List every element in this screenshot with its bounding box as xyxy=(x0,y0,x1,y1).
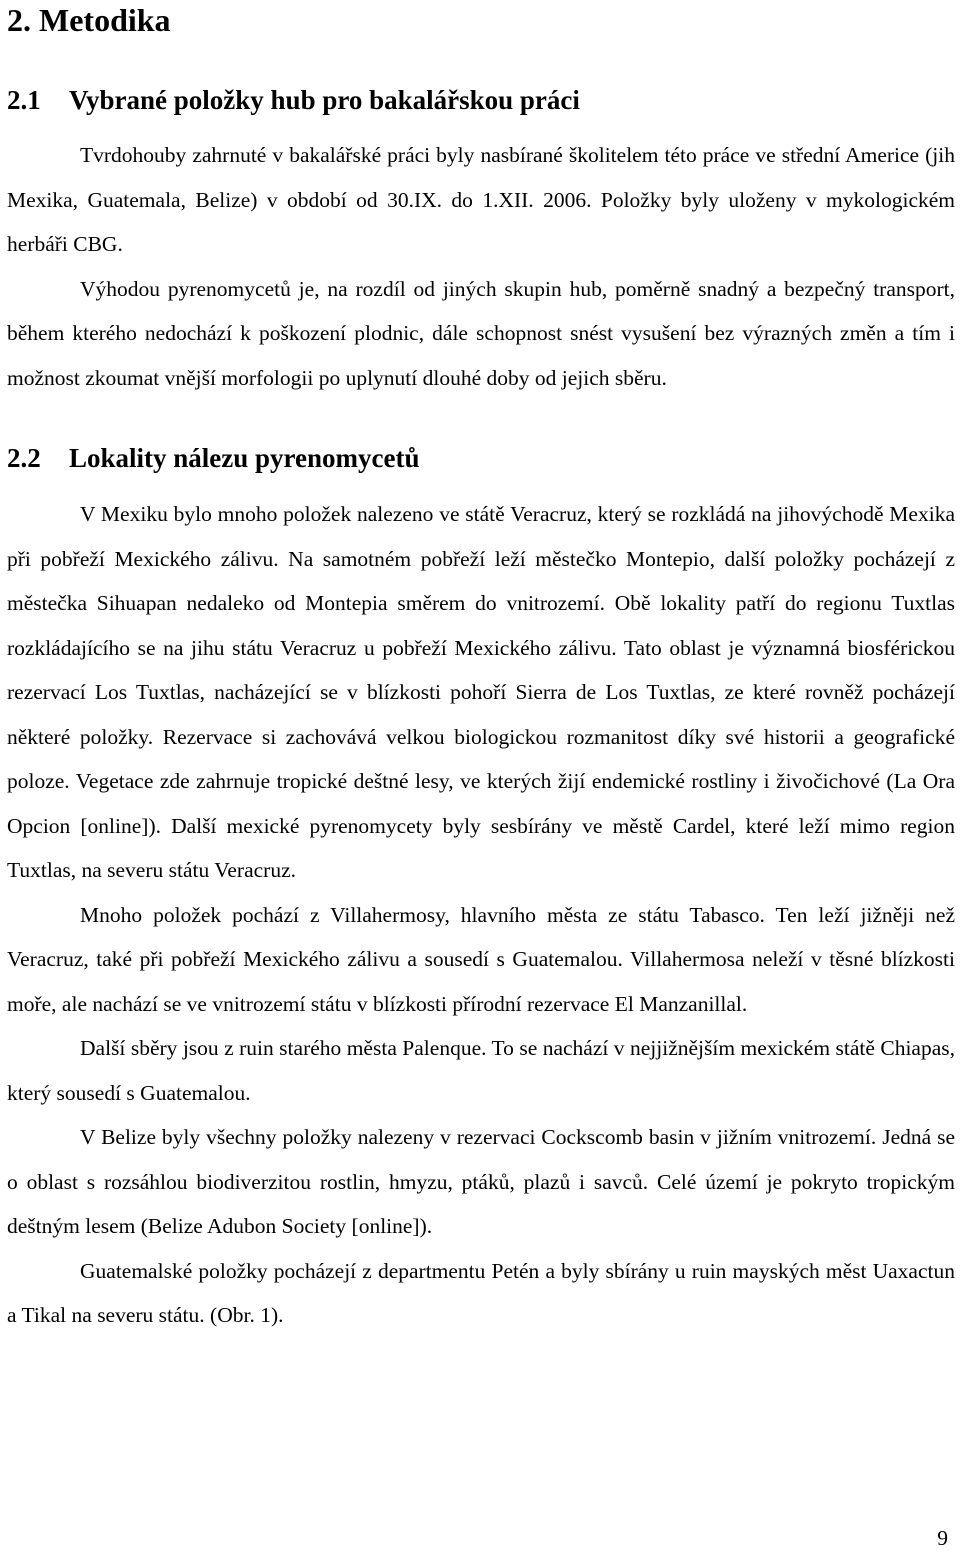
section-number: 2.1 xyxy=(7,85,41,115)
paragraph: V Belize byly všechny položky nalezeny v rezervaci Cockscomb basin v jižním vnitrozemí. Jedná se o oblast s rozsáhlou biodiverzitou rostlin, hmyzu, ptáků, plazů i savců. Celé území je pokryto tropickým deštným lesem (Belize Adubon Society [online]). xyxy=(7,1125,955,1238)
chapter-heading xyxy=(7,0,955,38)
page-number: 9 xyxy=(937,1526,948,1550)
paragraph: Další sběry jsou z ruin starého města Palenque. To se nachází v nejjižnějším mexickém státě Chiapas, který sousedí s Guatemalou. xyxy=(7,1036,955,1105)
chapter-title: Metodika xyxy=(39,2,171,38)
section-title: Lokality nálezu pyrenomycetů xyxy=(69,443,420,473)
section-number: 2.2 xyxy=(7,443,41,473)
chapter-number: 2. xyxy=(7,2,31,38)
section-title: Vybrané položky hub pro bakalářskou práci xyxy=(69,85,580,115)
document-page xyxy=(7,0,955,1338)
paragraph: Mnoho položek pochází z Villahermosy, hlavního města ze státu Tabasco. Ten leží jižněji než Veracruz, také při pobřeží Mexického zálivu a sousedí s Guatemalou. Villahermosa neleží v těsné blízkosti moře, ale nachází se ve vnitrozemí státu v blízkosti přírodní rezervace El Manzanillal. xyxy=(7,902,955,1016)
section-heading-2-2 xyxy=(7,442,955,474)
paragraph: Výhodou pyrenomycetů je, na rozdíl od jiných skupin hub, poměrně snadný a bezpečný transport, během kterého nedochází k poškození plodnic, dále schopnost snést vysušení bez výrazných změn a tím i možnost zkoumat vnější morfologii po uplynutí dlouhé doby od jejich sběru. xyxy=(7,276,955,390)
section-heading-2-1 xyxy=(7,84,955,116)
paragraph: Tvrdohouby zahrnuté v bakalářské práci byly nasbírané školitelem této práce ve střední Americe (jih Mexika, Guatemala, Belize) v období od 30.IX. do 1.XII. 2006. Položky byly uloženy v mykologickém herbáři CBG. xyxy=(7,143,955,256)
paragraph: V Mexiku bylo mnoho položek nalezeno ve státě Veracruz, který se rozkládá na jihovýchodě Mexika při pobřeží Mexického zálivu. Na samotném pobřeží leží městečko Montepio, další položky pocházejí z městečka Sihuapan nedaleko od Montepia směrem do vnitrozemí. Obě lokality patří do regionu Tuxtlas rozkládajícího se na jihu státu Veracruz u pobřeží Mexického zálivu. Tato oblast je významná biosférickou rezervací Los Tuxtlas, nacházející se v blízkosti pohoří Sierra de Los Tuxtlas, ze které rovněž pocházejí některé položky. Rezervace si zachovává velkou biologickou rozmanitost díky své historii a geografické poloze. Vegetace zde zahrnuje tropické deštné lesy, ve kterých žijí endemické rostliny i živočichové (La Ora Opcion [online]). Další mexické pyrenomycety byly sesbírány ve městě Cardel, které leží mimo region Tuxtlas, na severu státu Veracruz. xyxy=(7,502,955,882)
paragraph: Guatemalské položky pocházejí z departmentu Petén a byly sbírány u ruin mayských měst Uaxactun a Tikal na severu státu. (Obr. 1). xyxy=(7,1258,955,1327)
